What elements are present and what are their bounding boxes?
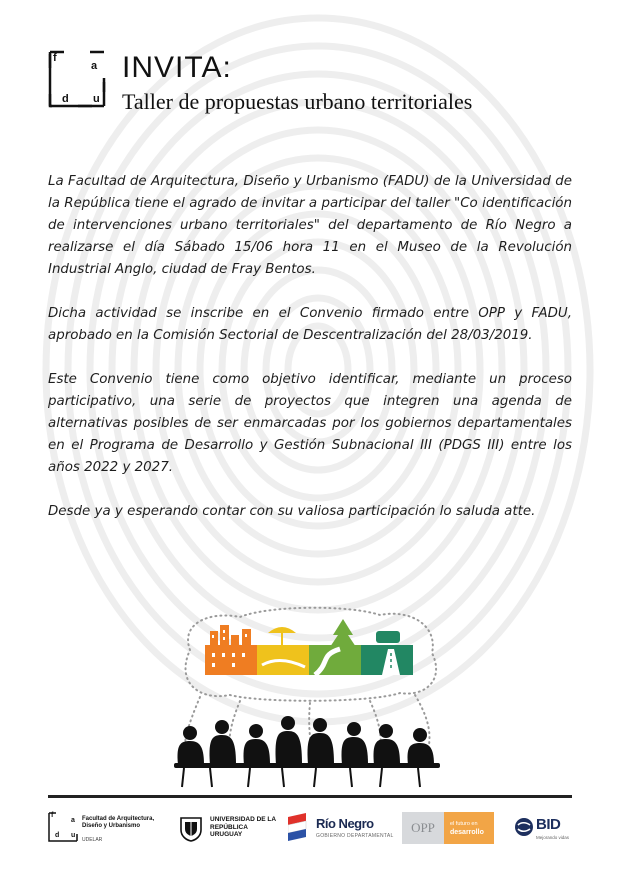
paragraph-1: La Facultad de Arquitectura, Diseño y Urbanismo (FADU) de la Universidad de la República tiene el agrado de invitar a participar del taller "Co identificación de intervenciones urbano territoriales" del departamento de Río Negro a realizarse el día Sábado 15/06 hora 11 en el Museo de la Revolución Industrial Anglo, ciudad de Fray Bentos. [48, 174, 572, 277]
city-icon [205, 625, 257, 675]
fadu-udelar: UDELAR [82, 837, 103, 843]
bid-globe-icon [514, 817, 534, 837]
rio-negro-sub: GOBIERNO DEPARTAMENTAL [316, 833, 394, 839]
bid-name: BID [536, 816, 561, 833]
people-silhouettes [174, 716, 440, 787]
rio-negro-name: Río Negro [316, 816, 374, 831]
bid-sub: Mejorando vidas [536, 835, 570, 840]
opp-tagline-1: el futuro en [450, 821, 478, 827]
footer-logos [48, 808, 578, 850]
logo-letter-d: d [62, 93, 69, 105]
udelar-name: UNIVERSIDAD DE LA REPÚBLICA URUGUAY [210, 816, 276, 838]
opp-logo [402, 812, 494, 844]
small-logo-letter-d: d [55, 832, 60, 839]
logo-letter-f: f [53, 52, 57, 64]
paragraph-2: Dicha actividad se inscribe en el Convenio firmado entre OPP y FADU, aprobado en la Comisión Sectorial de Descentralización del 28/03/2019. [48, 306, 572, 343]
paragraph-3: Este Convenio tiene como objetivo identificar, mediante un proceso participativo, una serie de proyectos que integren una agenda de alternativas posibles de ser enmarcadas por los gobiernos departamentales en el Programa de Desarrollo y Gestión Subnacional III (PDGS III) entre los años 2022 y 2027. [48, 372, 572, 475]
logo-letter-u: u [93, 93, 100, 105]
rio-negro-flag-icon [288, 813, 310, 843]
small-logo-letter-a: a [71, 817, 75, 824]
opp-tagline-2: desarrollo [450, 829, 484, 836]
paragraph-4: Desde ya y esperando contar con su valiosa participación lo saluda atte. [48, 504, 536, 519]
fadu-name: Facultad de Arquitectura, Diseño y Urbanismo [82, 816, 155, 829]
footer-divider [48, 795, 572, 798]
invitation-body [48, 171, 572, 523]
opp-name: OPP [402, 812, 444, 844]
header [48, 50, 588, 116]
opp-tagline-box [444, 812, 494, 844]
logo-letter-a: a [91, 60, 98, 72]
beach-icon [257, 627, 309, 675]
car-road-icon [361, 631, 413, 675]
page-title: INVITA: [122, 51, 232, 84]
small-logo-letter-u: u [71, 832, 76, 839]
tree-road-icon [309, 619, 361, 675]
small-logo-letter-f: f [51, 812, 54, 819]
meeting-illustration [170, 605, 445, 790]
page-subtitle: Taller de propuestas urbano territoriales [122, 89, 473, 114]
udelar-shield-icon [178, 814, 204, 842]
